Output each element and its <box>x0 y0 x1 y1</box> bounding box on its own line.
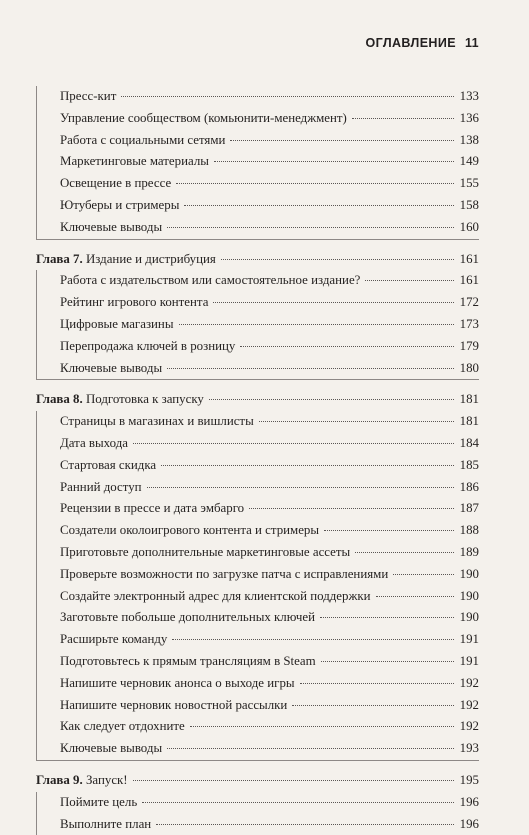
toc-entry-page: 196 <box>457 814 479 835</box>
toc-entry-title: Перепродажа ключей в розницу <box>60 336 237 358</box>
toc-entry[interactable] <box>37 195 479 217</box>
toc-block-chapter-7 <box>36 270 479 380</box>
leader-dots <box>355 551 454 553</box>
toc-chapter-7[interactable] <box>36 249 479 271</box>
leader-dots <box>142 801 454 803</box>
toc-entry-title: Маркетинговые материалы <box>60 151 211 173</box>
leader-dots <box>214 160 454 162</box>
toc-entry[interactable] <box>37 477 479 499</box>
toc-entry[interactable] <box>37 173 479 195</box>
toc-entry-title: Ранний доступ <box>60 477 144 499</box>
toc-entry-title: Заготовьте побольше дополнительных ключей <box>60 607 317 629</box>
toc-entry-page: 192 <box>457 695 479 717</box>
leader-dots <box>167 226 454 228</box>
chapter-gap <box>36 380 479 389</box>
toc-entry[interactable] <box>37 270 479 292</box>
toc-entry-page: 158 <box>457 195 479 217</box>
toc-entry-title: Работа с социальными сетями <box>60 130 227 152</box>
leader-dots <box>172 638 454 640</box>
leader-dots <box>179 323 455 325</box>
leader-dots <box>393 573 454 575</box>
toc-entry[interactable] <box>37 358 479 380</box>
toc-entry-page: 191 <box>457 629 479 651</box>
toc-entry-page: 187 <box>457 498 479 520</box>
toc-entry[interactable] <box>37 86 479 108</box>
running-head-page-number: 11 <box>465 36 479 50</box>
leader-dots <box>249 507 454 509</box>
leader-dots <box>221 258 454 260</box>
toc-entry-page: 190 <box>457 586 479 608</box>
toc-entry-title: Проверьте возможности по загрузке патча с исправлениями <box>60 564 390 586</box>
toc-chapter-label: Глава 8. <box>36 392 83 406</box>
leader-dots <box>133 442 454 444</box>
toc-chapter-title <box>36 389 206 411</box>
toc-entry-page: 155 <box>457 173 479 195</box>
toc-entry-title: Подготовьтесь к прямым трансляциям в Steam <box>60 651 318 673</box>
toc-entry[interactable] <box>37 792 479 814</box>
leader-dots <box>321 660 454 662</box>
toc-entry-page: 161 <box>457 270 479 292</box>
toc-entry-page: 136 <box>457 108 479 130</box>
table-of-contents <box>36 86 479 835</box>
toc-entry-page: 185 <box>457 455 479 477</box>
toc-chapter-name: Подготовка к запуску <box>86 392 204 406</box>
chapter-gap <box>36 761 479 770</box>
toc-entry-page: 190 <box>457 564 479 586</box>
toc-entry-title: Расширьте команду <box>60 629 169 651</box>
leader-dots <box>376 595 454 597</box>
toc-entry-title: Приготовьте дополнительные маркетинговые ассеты <box>60 542 352 564</box>
toc-entry[interactable] <box>37 411 479 433</box>
toc-entry[interactable] <box>37 498 479 520</box>
toc-entry-title: Ютуберы и стримеры <box>60 195 181 217</box>
toc-entry-page: 180 <box>457 358 479 380</box>
toc-entry-page: 184 <box>457 433 479 455</box>
toc-entry[interactable] <box>37 651 479 673</box>
toc-entry-title: Цифровые магазины <box>60 314 176 336</box>
toc-entry[interactable] <box>37 520 479 542</box>
toc-entry-title: Поймите цель <box>60 792 139 814</box>
toc-entry-title: Пресс-кит <box>60 86 118 108</box>
toc-entry-page: 192 <box>457 673 479 695</box>
toc-chapter-title <box>36 249 218 271</box>
toc-entry[interactable] <box>37 130 479 152</box>
toc-entry-page: 173 <box>457 314 479 336</box>
leader-dots <box>300 682 454 684</box>
toc-entry[interactable] <box>37 433 479 455</box>
toc-entry[interactable] <box>37 108 479 130</box>
leader-dots <box>352 117 454 119</box>
toc-block-chapter-9 <box>36 792 479 835</box>
chapter-gap <box>36 240 479 249</box>
toc-entry-title: Освещение в прессе <box>60 173 173 195</box>
toc-entry[interactable] <box>37 716 479 738</box>
leader-dots <box>240 345 454 347</box>
toc-entry[interactable] <box>37 217 479 239</box>
toc-entry-title: Ключевые выводы <box>60 217 164 239</box>
toc-entry-title: Напишите черновик анонса о выходе игры <box>60 673 297 695</box>
toc-entry-title: Рейтинг игрового контента <box>60 292 210 314</box>
toc-block-chapter-8 <box>36 411 479 761</box>
toc-entry[interactable] <box>37 151 479 173</box>
toc-entry[interactable] <box>37 738 479 760</box>
toc-entry[interactable] <box>37 814 479 835</box>
toc-entry-page: 189 <box>457 542 479 564</box>
leader-dots <box>167 367 454 369</box>
toc-entry-page: 190 <box>457 607 479 629</box>
leader-dots <box>324 529 454 531</box>
toc-entry-page: 133 <box>457 86 479 108</box>
toc-entry[interactable] <box>37 542 479 564</box>
toc-entry-page: 138 <box>457 130 479 152</box>
toc-chapter-label: Глава 9. <box>36 773 83 787</box>
leader-dots <box>209 398 454 400</box>
toc-chapter-label: Глава 7. <box>36 252 83 266</box>
leader-dots <box>167 747 454 749</box>
leader-dots <box>320 616 454 618</box>
toc-block-intro <box>36 86 479 240</box>
toc-entry-title: Выполните план <box>60 814 153 835</box>
leader-dots <box>147 486 454 488</box>
toc-entry[interactable] <box>37 314 479 336</box>
toc-entry-title: Создатели околоигрового контента и стримеры <box>60 520 321 542</box>
toc-entry-page: 193 <box>457 738 479 760</box>
toc-entry-title: Ключевые выводы <box>60 358 164 380</box>
toc-entry-page: 192 <box>457 716 479 738</box>
toc-entry-title: Напишите черновик новостной рассылки <box>60 695 289 717</box>
toc-entry[interactable] <box>37 586 479 608</box>
toc-entry-title: Стартовая скидка <box>60 455 158 477</box>
leader-dots <box>259 420 454 422</box>
toc-entry-page: 191 <box>457 651 479 673</box>
leader-dots <box>190 725 454 727</box>
toc-entry-page: 160 <box>457 217 479 239</box>
toc-entry[interactable] <box>37 695 479 717</box>
toc-entry-page: 179 <box>457 336 479 358</box>
toc-entry-page: 186 <box>457 477 479 499</box>
toc-chapter-9[interactable] <box>36 770 479 792</box>
toc-entry-title: Рецензии в прессе и дата эмбарго <box>60 498 246 520</box>
toc-entry-title: Управление сообществом (комьюнити-менеджмент) <box>60 108 349 130</box>
toc-chapter-name: Запуск! <box>86 773 128 787</box>
toc-entry-title: Как следует отдохните <box>60 716 187 738</box>
toc-entry-page: 149 <box>457 151 479 173</box>
leader-dots <box>184 204 454 206</box>
toc-chapter-page: 181 <box>457 389 479 411</box>
toc-chapter-title <box>36 770 130 792</box>
running-head-title: ОГЛАВЛЕНИЕ <box>366 36 456 50</box>
leader-dots <box>365 279 454 281</box>
toc-entry-title: Работа с издательством или самостоятельное издание? <box>60 270 362 292</box>
toc-entry-page: 172 <box>457 292 479 314</box>
toc-entry-title: Ключевые выводы <box>60 738 164 760</box>
toc-entry-page: 181 <box>457 411 479 433</box>
leader-dots <box>292 704 454 706</box>
leader-dots <box>213 301 454 303</box>
toc-entry[interactable] <box>37 673 479 695</box>
toc-entry[interactable] <box>37 607 479 629</box>
leader-dots <box>133 779 454 781</box>
toc-chapter-name: Издание и дистрибуция <box>86 252 216 266</box>
toc-entry[interactable] <box>37 292 479 314</box>
toc-chapter-8[interactable] <box>36 389 479 411</box>
toc-chapter-page: 161 <box>457 249 479 271</box>
leader-dots <box>161 464 454 466</box>
toc-entry-page: 188 <box>457 520 479 542</box>
leader-dots <box>230 139 454 141</box>
leader-dots <box>176 182 454 184</box>
toc-entry[interactable] <box>37 455 479 477</box>
toc-entry[interactable] <box>37 629 479 651</box>
toc-chapter-page: 195 <box>457 770 479 792</box>
leader-dots <box>121 95 454 97</box>
toc-entry-title: Дата выхода <box>60 433 130 455</box>
toc-entry-title: Создайте электронный адрес для клиентской поддержки <box>60 586 373 608</box>
toc-entry[interactable] <box>37 336 479 358</box>
toc-entry[interactable] <box>37 564 479 586</box>
running-head <box>366 36 479 50</box>
leader-dots <box>156 823 454 825</box>
toc-entry-page: 196 <box>457 792 479 814</box>
toc-entry-title: Страницы в магазинах и вишлисты <box>60 411 256 433</box>
